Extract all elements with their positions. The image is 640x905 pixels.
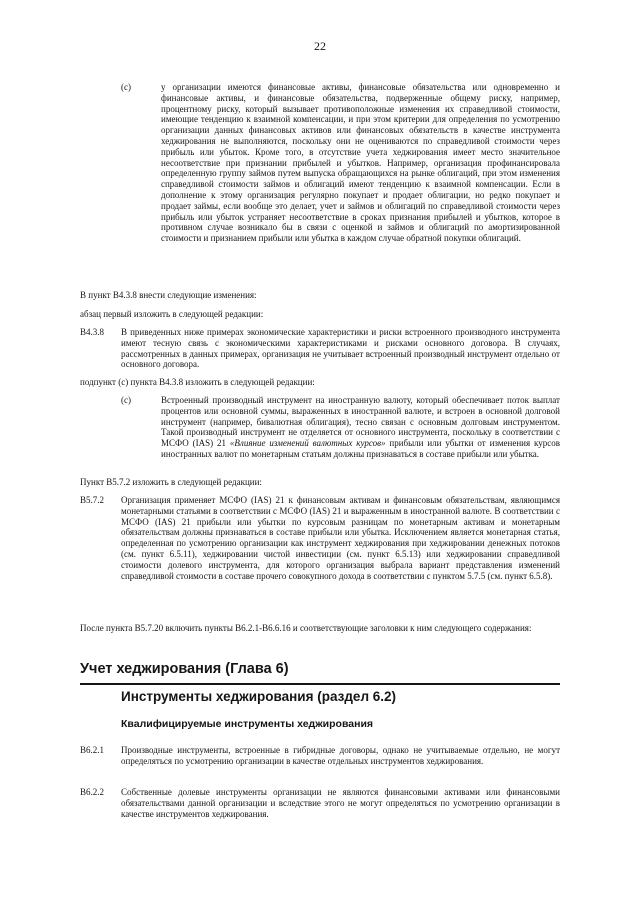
item-label: (с) xyxy=(121,395,131,405)
heading-rule xyxy=(80,683,560,685)
paragraph-text: Организация применяет МСФО (IAS) 21 к финансовым активам и финансовым обязательствам, являющимся монетарными статьями в соответствии с МСФО (IAS) 21 и выраженным в иностранной валюте. В соответствии с МСФО (IAS) 21 прибыли или убытки по курсовым разницам по монетарным активам и монетарным обязательствам должны признаваться в составе прибыли или убытка. Исключением является монетарная статья, определенная по усмотрению организации как инструмент хеджирования при хеджировании денежных потоков (см. пункт 6.5.11), хеджировании чистой инвестиции (см. пункт 6.5.13) или хеджировании справедливой стоимости долевого инструмента, для которого организация выбрала вариант представления изменений справедливой стоимости в составе прочего совокупного дохода в соответствии с пунктом 5.7.5 (см. пункт 6.5.8). xyxy=(121,495,560,581)
paragraph-text: Собственные долевые инструменты организации не являются финансовыми активами или финансовыми обязательствами данной организации и вследствие этого не могут определяться по усмотрению организации в качестве инструментов хеджирования. xyxy=(121,787,560,819)
text-run: Встроенный производный инструмент на иностранную валюту, который обеспечивает поток выплат процентов или основной суммы, выраженных в иностранной валюте, и встроен в основной долговой инструмент (например, бивалютная облигация), тесно связан с основным долговым инструментом. Такой производный инструмент не отделяется от основного инструмента, поскольку в соответствии с МСФО (IAS) 21 xyxy=(161,395,560,449)
paragraph-number: В6.2.1 xyxy=(80,745,105,755)
page-number: 22 xyxy=(314,39,326,53)
subsection-heading: Квалифицируемые инструменты хеджирования xyxy=(121,718,374,730)
paragraph-number: В6.2.2 xyxy=(80,787,105,797)
instruction-line: В пункт В4.3.8 внести следующие изменения: xyxy=(80,290,257,300)
instruction-line: подпункт (с) пункта В4.3.8 изложить в следующей редакции: xyxy=(80,377,315,387)
item-text: у организации имеются финансовые активы, финансовые обязательства или одновременно и финансовые активы, и финансовые обязательства, подверженные общему риску, например, процентному риску, который вызывает противоположные изменения их справедливой стоимости, имеющие тенденцию к взаимной компенсации, и при этом критерии для определения по усмотрению организации данных финансовых активов или финансовых обязательств в качестве инструмента хеджирования не выполняются, поскольку они не оцениваются по справедливой стоимости через прибыль или убыток. Кроме того, в отсутствие учета хеджирования имеет место значительное несоответствие при признании прибылей и убытков. Например, организация профинансировала определенную группу займов путем выпуска обращающихся на рынке облигаций, при этом изменения справедливой стоимости займов и облигаций имеют тенденцию к взаимной компенсации. Если в дополнение к этому организация регулярно покупает и продает облигации, но редко покупает и продает займы, если вообще это делает, учет и займов и облигаций по справедливой стоимости через прибыль или убыток устраняет несоответствие в сроках признания прибылей и убытков, которое в противном случае возникало бы в связи с оценкой и займов и облигаций по амортизированной стоимости и признанием прибыли или убытка в каждом случае обратной покупки облигаций. xyxy=(161,82,560,244)
text-run: прибыли или убытки от изменения курсов иностранных валют по монетарным статьям должны признаваться в составе прибыли или убытка. xyxy=(161,438,560,459)
paragraph-text: В приведенных ниже примерах экономические характеристики и риски встроенного производного инструмента имеют тесную связь с экономическими характеристиками и рисками основного договора. В случаях, рассмотренных в данных примерах, организация не учитывает встроенный производный инструмент отдельно от основного договора. xyxy=(121,327,560,370)
instruction-line: После пункта В5.7.20 включить пункты В6.2.1-В6.6.16 и соответствующие заголовки к ним следующего содержания: xyxy=(80,623,532,633)
paragraph-number: В5.7.2 xyxy=(80,495,105,505)
item-label: (с) xyxy=(121,82,131,92)
paragraph-number: В4.3.8 xyxy=(80,327,105,337)
item-text xyxy=(161,395,560,460)
paragraph-text: Производные инструменты, встроенные в гибридные договоры, однако не учитываемые отдельно, не могут определяться по усмотрению организации в качестве отдельных инструментов хеджирования. xyxy=(121,745,560,766)
instruction-line: абзац первый изложить в следующей редакции: xyxy=(80,309,264,319)
chapter-heading: Учет хеджирования (Глава 6) xyxy=(80,661,289,677)
section-heading: Инструменты хеджирования (раздел 6.2) xyxy=(121,689,397,704)
standard-title: «Влияние изменений валютных курсов» xyxy=(229,438,386,449)
instruction-line: Пункт В5.7.2 изложить в следующей редакции: xyxy=(80,477,262,487)
